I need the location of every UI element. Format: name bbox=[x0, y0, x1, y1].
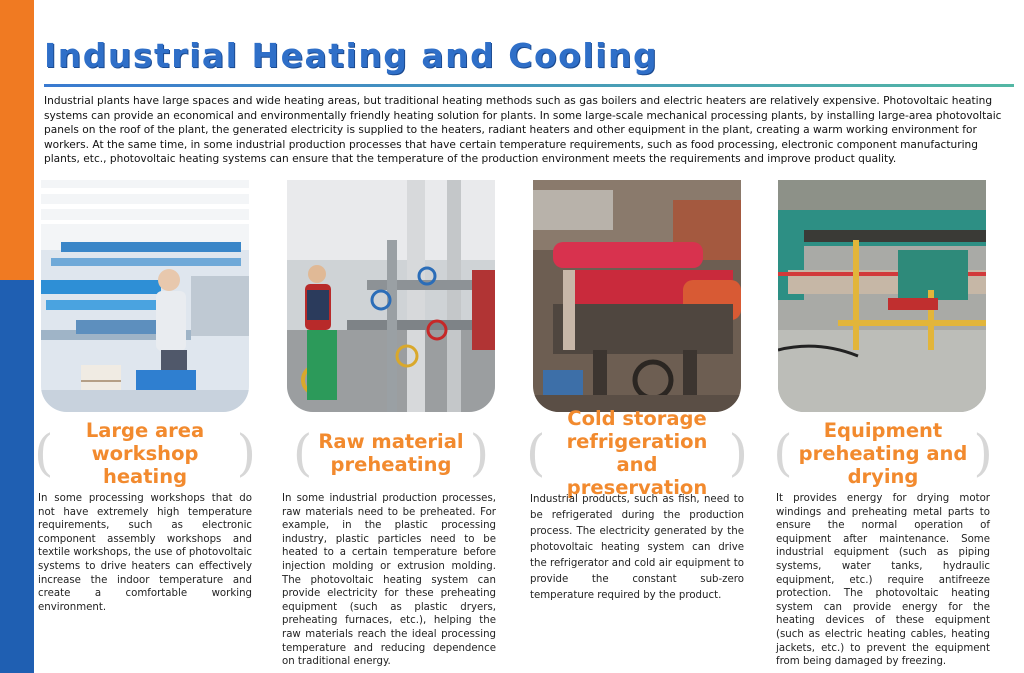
card-heading-text: Cold storage refrigeration and preservation bbox=[566, 407, 708, 499]
intro-paragraph: Industrial plants have large spaces and wide heating areas, but traditional heating methods such as gas boilers and electric heaters are relatively expensive. Photovoltaic heating systems can provide an economical and environmentally friendly heating solution for plants. In some large-scale mechanical processing plants, by installing large-area photovoltaic panels on the roof of the plant, the generated electricity is supplied to the heaters, radiant heaters and other equipment in the plant, creating a warm working environment for workers. At the same time, in some industrial production processes that have certain temperature requirements, such as food processing, electronic component manufacturing plants, etc., photovoltaic heating systems can ensure that the temperature of the production environment meets the requirements and improve product quality. bbox=[44, 95, 1002, 165]
valves-photo bbox=[287, 180, 495, 412]
card-description-3: Industrial products, such as fish, need to be refrigerated during the production process. The electricity generated by the photovoltaic heating system can drive the refrigerator and cold air equipment to provide the constant sub-zero temperature required by the product. bbox=[530, 494, 744, 601]
card-description-2: In some industrial production processes, raw materials need to be preheated. For example, in the plastic processing industry, plastic particles need to be heated to a certain temperature before injection molding or extrusion molding. The photovoltaic heating system can provide electricity for these preheating equipment (such as plastic dryers, preheating furnaces, etc.), helping the raw materials reach the ideal processing temperature and reducing dependence on traditional energy. bbox=[282, 493, 496, 668]
paren-left-decoration: ( bbox=[773, 424, 793, 482]
paren-left-decoration: ( bbox=[526, 424, 546, 482]
card-heading-4 bbox=[772, 416, 994, 490]
equipment-photo bbox=[778, 180, 986, 412]
title-underline bbox=[44, 84, 1014, 87]
card-heading-2 bbox=[280, 416, 502, 490]
page-title: Industrial Heating and Cooling bbox=[44, 36, 659, 75]
card-description-1: In some processing workshops that do not have extremely high temperature requirements, such as electronic component assembly workshops and textile workshops, the use of photovoltaic systems to drive heaters can effectively increase the indoor temperature and create a comfortable working environment. bbox=[38, 493, 252, 613]
card-heading-1 bbox=[34, 416, 256, 490]
card-description-4: It provides energy for drying motor windings and preheating metal parts to ensure the normal operation of equipment after maintenance. Some industrial equipment (such as piping systems, water tanks, hydraulic equipment, etc.) require antifreeze protection. The photovoltaic heating system can provide energy for the heating devices of these equipment (such as electric heating cables, heating jackets, etc.) to prevent the equipment from being damaged by freezing. bbox=[776, 493, 990, 668]
left-accent-bar-orange bbox=[0, 0, 34, 280]
paren-right-decoration: ) bbox=[973, 424, 993, 482]
paren-left-decoration: ( bbox=[34, 424, 54, 482]
loom-photo bbox=[533, 180, 741, 412]
paren-right-decoration: ) bbox=[469, 424, 490, 482]
left-accent-bar-blue bbox=[0, 280, 34, 673]
paren-left-decoration: ( bbox=[292, 424, 313, 482]
card-heading-text: Large area workshop heating bbox=[85, 418, 205, 488]
workshop-photo bbox=[41, 180, 249, 412]
card-heading-3 bbox=[526, 407, 748, 499]
paren-right-decoration: ) bbox=[728, 424, 748, 482]
card-heading-text: Raw material preheating bbox=[318, 430, 464, 476]
card-heading-text: Equipment preheating and drying bbox=[798, 418, 968, 488]
paren-right-decoration: ) bbox=[236, 424, 256, 482]
